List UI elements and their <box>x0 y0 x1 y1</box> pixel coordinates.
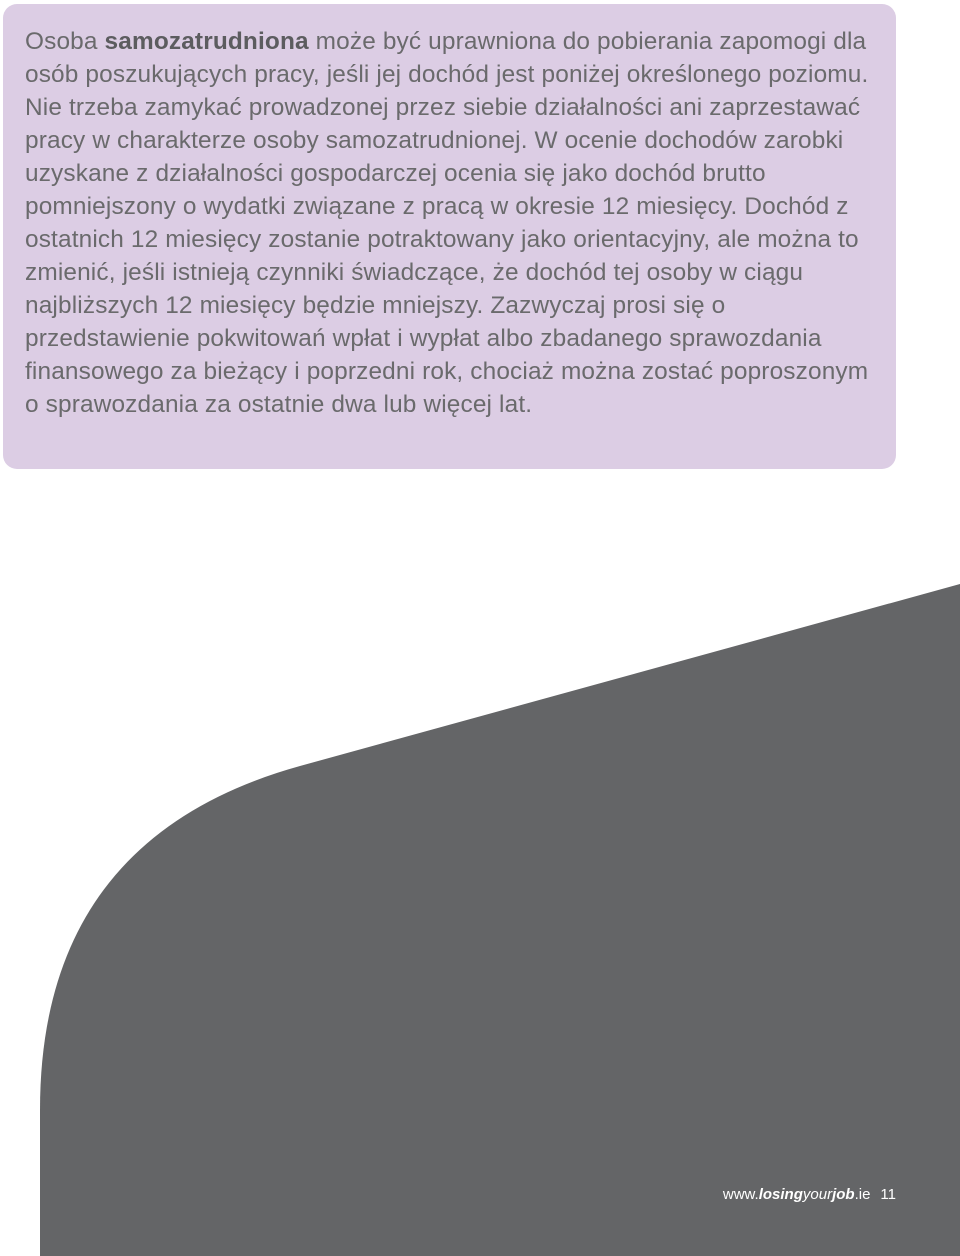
info-term-bold: samozatrudniona <box>104 28 309 55</box>
page-footer <box>723 1185 896 1205</box>
url-prefix: www. <box>722 1186 759 1203</box>
page-number: 11 <box>880 1186 896 1203</box>
footer-url[interactable] <box>723 1186 871 1203</box>
info-box <box>3 4 896 469</box>
info-lead: Osoba <box>25 28 105 55</box>
info-paragraph <box>25 25 876 421</box>
url-part-losing: losing <box>758 1186 803 1203</box>
info-body: może być uprawniona do pobierania zapomogi dla osób poszukujących pracy, jeśli jej dochód jest poniżej określonego poziomu. Nie trzeba zamykać prowadzonej przez siebie działalności ani zaprzestawać pracy w charakterze osoby samozatrudnionej. W ocenie dochodów zarobki uzyskane z działalności gospodarczej ocenia się jako dochód brutto pomniejszony o wydatki związane z pracą w okresie 12 miesięcy. Dochód z ostatnich 12 miesięcy zostanie potraktowany jako orientacyjny, ale można to zmienić, jeśli istnieją czynniki świadczące, że dochód tej osoby w ciągu najbliższych 12 miesięcy będzie mniejszy. Zazwyczaj prosi się o przedstawienie pokwitowań wpłat i wypłat albo zbadanego sprawozdania finansowego za bieżący i poprzedni rok, chociaż można zostać poproszonym o sprawozdania za ostatnie dwa lub więcej lat. <box>25 28 869 418</box>
url-part-job: job <box>832 1186 855 1203</box>
url-suffix: .ie <box>854 1186 871 1203</box>
url-part-your: your <box>802 1186 833 1203</box>
